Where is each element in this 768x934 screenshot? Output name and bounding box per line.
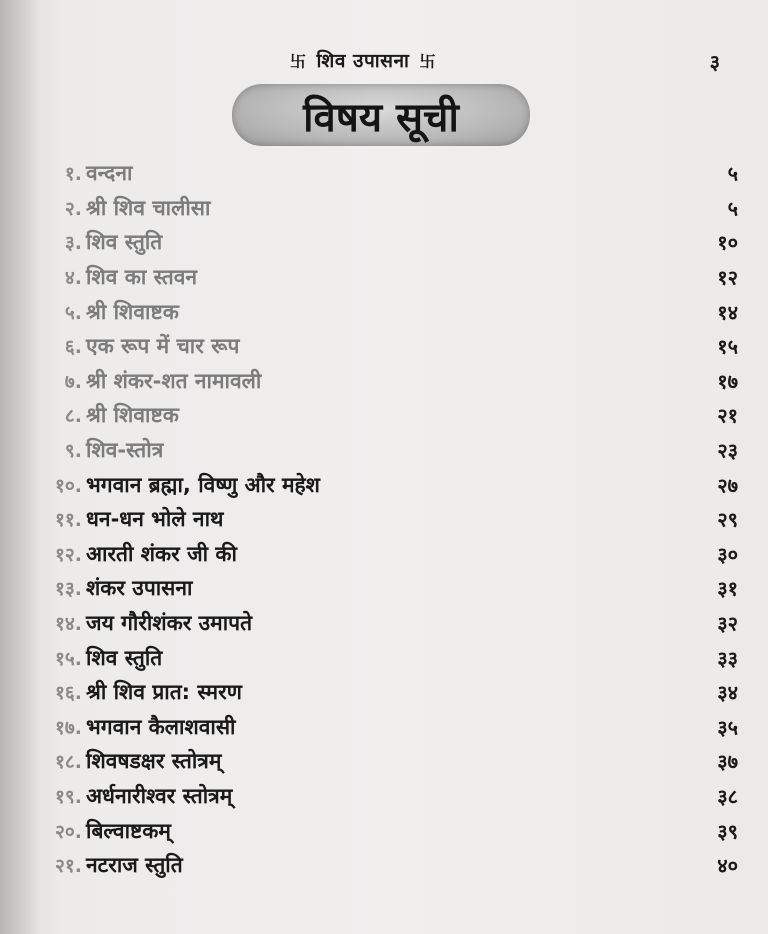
toc-row [34,675,738,710]
toc-entry-page: ३० [717,542,738,567]
toc-entry-title: जय गौरीशंकर उमापते [86,611,253,636]
toc-entry-title: श्री शिव प्रात: स्मरण [86,680,242,705]
toc-entry-title: शिवषडक्षर स्तोत्रम् [86,749,222,774]
toc-entry-number: २. [64,197,82,220]
toc-entry-title: आरती शंकर जी की [86,541,237,566]
toc-entry-page: ३३ [717,646,738,671]
toc-entry-number: १. [64,163,82,186]
toc-entry-title: अर्धनारीश्वर स्तोत्रम् [86,783,233,808]
toc-row [34,156,738,191]
toc-entry-page: ५ [727,196,738,221]
toc-entry-title: शिव-स्तोत्र [86,438,164,463]
toc-entry-title: श्री शिवाष्टक [86,403,179,428]
toc-entry-number: १८. [55,751,82,774]
toc-entry-title: शिव स्तुति [86,645,163,670]
toc-row [34,813,738,848]
toc-entry-number: ८. [64,405,82,428]
toc-entry-number: ७. [64,370,82,393]
toc-row [34,640,738,675]
toc-entry-title: बिल्वाष्टकम् [86,818,171,843]
toc-row [34,467,738,502]
toc-entry-number: १२. [55,543,82,566]
toc-entry-page: ३९ [717,819,738,844]
toc-row [34,398,738,433]
toc-row [34,260,738,295]
toc-entry-page: ३१ [717,576,738,601]
toc-row [34,744,738,779]
toc-entry-page: ३५ [717,715,738,740]
toc-entry-title: श्री शिव चालीसा [86,195,211,220]
toc-entry-number: ९. [64,440,82,463]
toc-entry-number: ४. [64,267,82,290]
toc-row [34,848,738,883]
toc-entry-page: ३७ [717,749,738,774]
toc-entry-page: ५ [727,161,738,186]
toc-entry-number: १९. [55,785,82,808]
swastika-icon-left: 卐 [290,51,307,71]
toc-entry-number: १७. [55,716,82,739]
toc-entry-page: ३४ [717,680,738,705]
toc-row [34,329,738,364]
toc-entry-page: १२ [717,265,738,290]
header-title: शिव उपासना [316,50,410,72]
toc-entry-number: १४. [55,613,82,636]
toc-entry-page: ३२ [717,611,738,636]
toc-entry-title: श्री शिवाष्टक [86,299,179,324]
toc-entry-page: २१ [717,403,738,428]
toc-entry-title: श्री शंकर-शत नामावली [86,368,262,393]
toc-row [34,537,738,572]
toc-entry-title: भगवान कैलाशवासी [86,714,236,739]
toc-entry-number: ५. [64,301,82,324]
toc-entry-number: १३. [55,578,82,601]
toc-entry-page: १४ [717,300,738,325]
toc-entry-number: ६. [64,336,82,359]
page-number: ३ [709,50,720,74]
toc-entry-page: २९ [717,507,738,532]
toc-row [34,225,738,260]
toc-row [34,779,738,814]
toc-entry-number: १६. [55,682,82,705]
toc-row [34,606,738,641]
page-title: विषय सूची [303,93,459,141]
toc-row [34,502,738,537]
toc-row [34,571,738,606]
toc-entry-page: १० [717,230,738,255]
toc-entry-title: शिव का स्तवन [86,265,198,290]
toc-entry-number: १५. [55,647,82,670]
running-header [290,48,436,72]
toc-entry-number: ११. [55,509,82,532]
toc-entry-number: २१. [55,855,82,878]
toc-entry-title: भगवान ब्रह्मा, विष्णु और महेश [86,472,320,497]
toc-entry-page: २७ [717,473,738,498]
toc-entry-page: १७ [717,369,738,394]
toc-row [34,191,738,226]
toc-row [34,294,738,329]
toc-entry-title: नटराज स्तुति [86,853,183,878]
title-banner [232,84,530,146]
toc-entry-page: १५ [717,334,738,359]
toc-entry-title: वन्दना [86,161,133,186]
toc-row [34,433,738,468]
toc-row [34,710,738,745]
toc-row [34,364,738,399]
toc-entry-title: धन-धन भोले नाथ [86,507,224,532]
toc-entry-title: शंकर उपासना [86,576,193,601]
toc-entry-number: ३. [64,232,82,255]
swastika-icon-right: 卐 [419,51,436,71]
toc-entry-number: १०. [55,474,82,497]
toc-entry-title: शिव स्तुति [86,230,163,255]
toc-entry-page: २३ [717,438,738,463]
table-of-contents [34,156,738,882]
toc-entry-page: ३८ [717,784,738,809]
toc-entry-title: एक रूप में चार रूप [86,334,240,359]
toc-entry-number: २०. [55,820,82,843]
toc-entry-page: ४० [717,853,738,878]
